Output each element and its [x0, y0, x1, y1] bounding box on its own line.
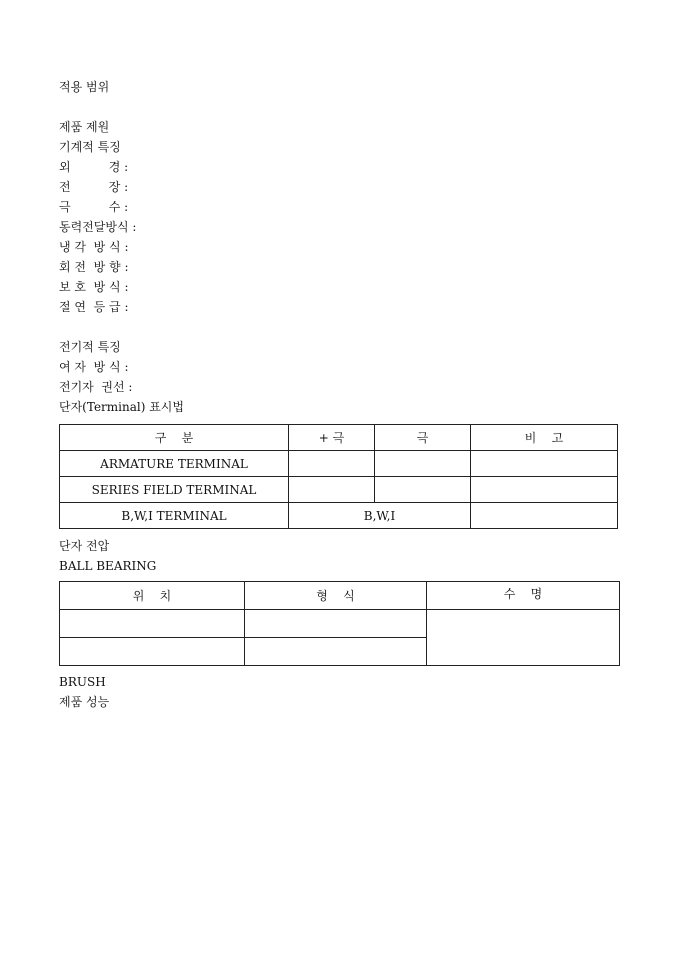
spec-heading: 제품 제원: [59, 120, 110, 134]
table-header-row: [60, 425, 618, 451]
spec-outer-diameter: 외 경 :: [59, 160, 129, 174]
row-label: ARMATURE TERMINAL: [60, 451, 289, 477]
header-life: 수 명: [427, 582, 620, 610]
cell-minus: [375, 451, 471, 477]
header-position: 위 치: [60, 582, 245, 610]
cell-merged: B,W,I: [289, 503, 471, 529]
spec-armature-winding: 전기자 권선 :: [59, 380, 133, 394]
spec-power-transmission: 동력전달방식 :: [59, 220, 137, 234]
header-minus-pole: 극: [375, 425, 471, 451]
spec-excitation: 여 자 방 식 :: [59, 360, 129, 374]
cell-note: [471, 503, 618, 529]
cell-minus: [375, 477, 471, 503]
header-category: 구 분: [60, 425, 289, 451]
row-label: B,W,I TERMINAL: [60, 503, 289, 529]
spec-length: 전 장 :: [59, 180, 129, 194]
spec-insulation: 절 연 등 급 :: [59, 300, 129, 314]
cell-note: [471, 477, 618, 503]
header-remarks: 비 고: [471, 425, 618, 451]
cell-plus: [289, 451, 375, 477]
cell-position: [60, 638, 245, 666]
cell-plus: [289, 477, 375, 503]
header-plus-pole: + 극: [289, 425, 375, 451]
terminal-voltage-heading: 단자 전압: [59, 539, 110, 553]
electrical-heading: 전기적 특징: [59, 340, 121, 354]
table-row: [60, 477, 618, 503]
brush-heading: BRUSH: [59, 675, 106, 689]
header-type: 형 식: [245, 582, 427, 610]
cell-note: [471, 451, 618, 477]
spec-rotation: 회 전 방 향 :: [59, 260, 129, 274]
cell-type: [245, 610, 427, 638]
spec-poles: 극 수 :: [59, 200, 129, 214]
table-row: [60, 503, 618, 529]
bearing-table: [59, 581, 620, 666]
terminal-heading: 단자(Terminal) 표시법: [59, 400, 184, 414]
spec-cooling: 냉 각 방 식 :: [59, 240, 129, 254]
mechanical-heading: 기계적 특징: [59, 140, 121, 154]
ball-bearing-heading: BALL BEARING: [59, 559, 157, 573]
terminal-table: [59, 424, 618, 529]
table-row: [60, 610, 620, 638]
cell-life: [427, 610, 620, 666]
table-header-row: [60, 582, 620, 610]
performance-heading: 제품 성능: [59, 695, 110, 709]
table-row: [60, 451, 618, 477]
cell-position: [60, 610, 245, 638]
row-label: SERIES FIELD TERMINAL: [60, 477, 289, 503]
cell-type: [245, 638, 427, 666]
spec-protection: 보 호 방 식 :: [59, 280, 129, 294]
scope-heading: 적용 범위: [59, 80, 110, 94]
